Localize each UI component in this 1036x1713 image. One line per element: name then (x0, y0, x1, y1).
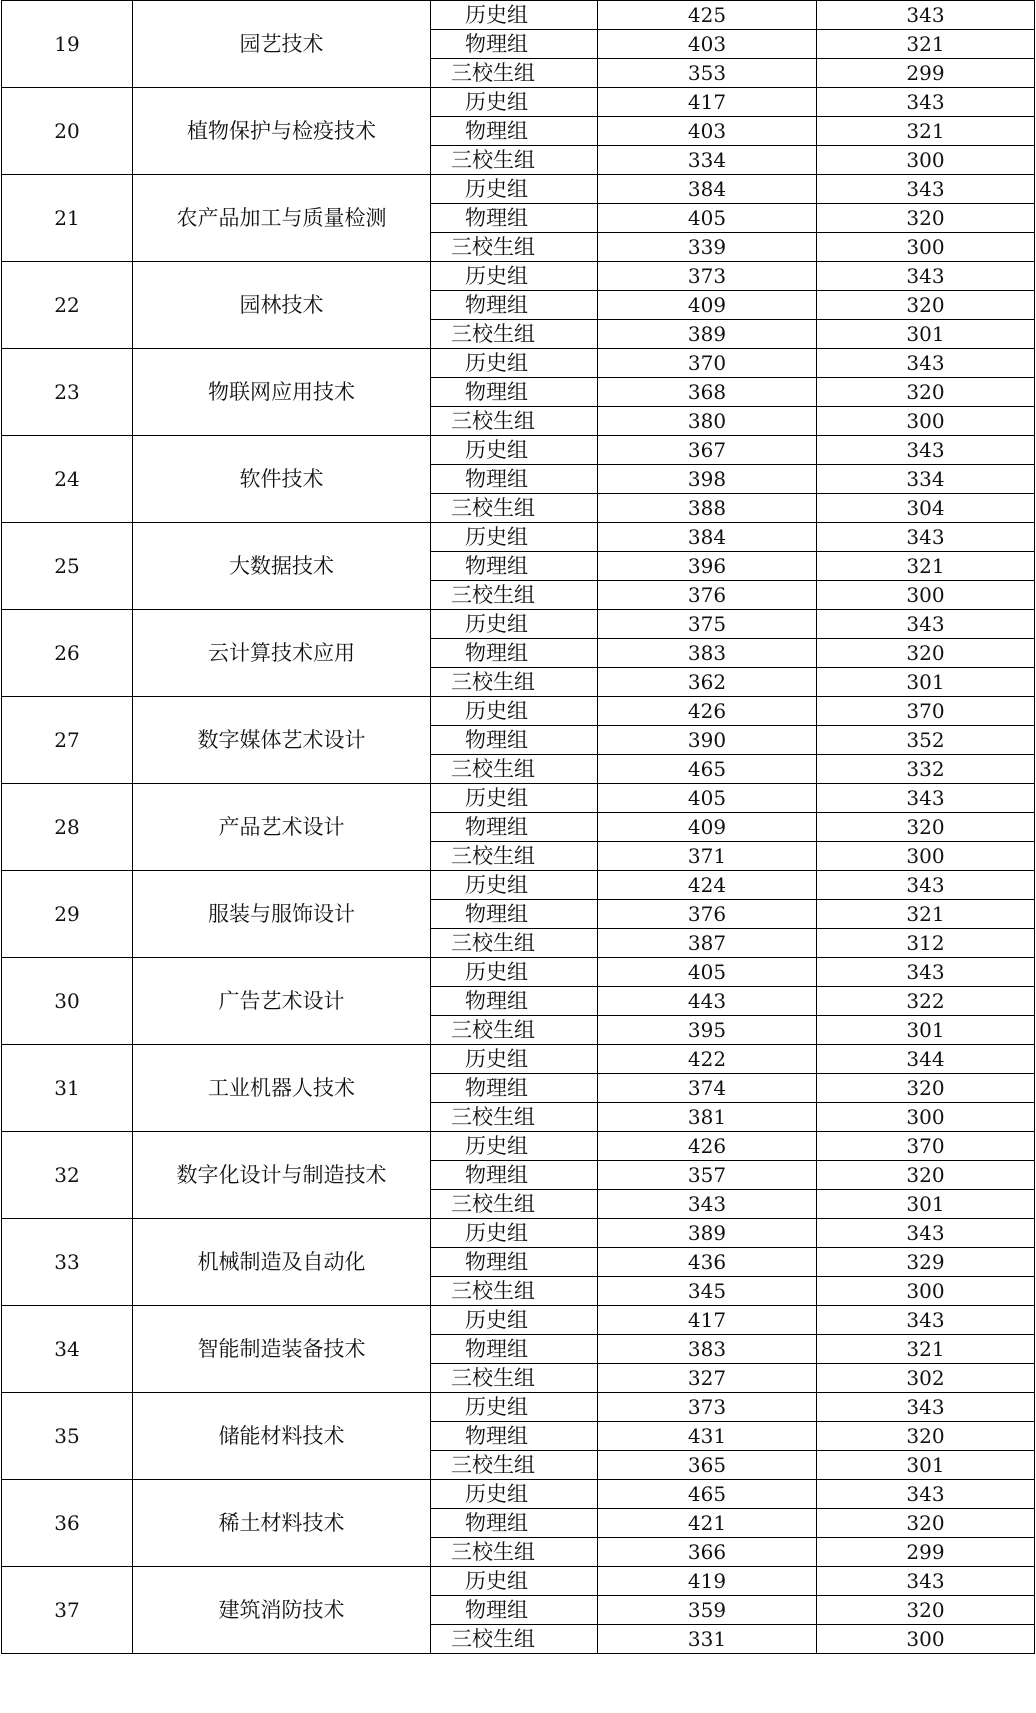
score-cell-b: 321 (817, 1335, 1035, 1364)
score-cell-b: 321 (817, 117, 1035, 146)
major-name-cell: 植物保护与检疫技术 (133, 88, 431, 175)
group-cell: 物理组 (431, 117, 598, 146)
group-cell: 三校生组 (431, 581, 598, 610)
score-cell-a: 405 (598, 958, 817, 987)
score-cell-b: 300 (817, 581, 1035, 610)
score-cell-b: 301 (817, 668, 1035, 697)
score-cell-a: 343 (598, 1190, 817, 1219)
group-cell: 历史组 (431, 871, 598, 900)
group-cell: 三校生组 (431, 494, 598, 523)
major-name-cell: 物联网应用技术 (133, 349, 431, 436)
score-cell-a: 359 (598, 1596, 817, 1625)
group-cell: 物理组 (431, 1248, 598, 1277)
score-cell-b: 370 (817, 697, 1035, 726)
group-cell: 物理组 (431, 291, 598, 320)
group-cell: 三校生组 (431, 668, 598, 697)
group-cell: 物理组 (431, 378, 598, 407)
score-cell-b: 300 (817, 407, 1035, 436)
score-cell-a: 390 (598, 726, 817, 755)
score-cell-a: 370 (598, 349, 817, 378)
score-cell-b: 343 (817, 1, 1035, 30)
score-cell-a: 395 (598, 1016, 817, 1045)
score-cell-b: 343 (817, 610, 1035, 639)
group-cell: 三校生组 (431, 1016, 598, 1045)
group-cell: 三校生组 (431, 755, 598, 784)
group-cell: 历史组 (431, 784, 598, 813)
group-cell: 三校生组 (431, 320, 598, 349)
score-cell-a: 419 (598, 1567, 817, 1596)
group-cell: 三校生组 (431, 233, 598, 262)
group-cell: 三校生组 (431, 1190, 598, 1219)
major-number-cell: 21 (2, 175, 133, 262)
score-cell-a: 426 (598, 1132, 817, 1161)
major-name-cell: 产品艺术设计 (133, 784, 431, 871)
table-row (2, 523, 1035, 552)
score-cell-b: 302 (817, 1364, 1035, 1393)
group-cell: 历史组 (431, 1567, 598, 1596)
table-row (2, 958, 1035, 987)
score-cell-a: 381 (598, 1103, 817, 1132)
group-cell: 物理组 (431, 726, 598, 755)
table-row (2, 1567, 1035, 1596)
major-number-cell: 22 (2, 262, 133, 349)
major-name-cell: 农产品加工与质量检测 (133, 175, 431, 262)
score-cell-a: 403 (598, 30, 817, 59)
major-number-cell: 19 (2, 1, 133, 88)
score-cell-b: 343 (817, 958, 1035, 987)
table-row (2, 262, 1035, 291)
score-cell-b: 332 (817, 755, 1035, 784)
score-cell-b: 320 (817, 1509, 1035, 1538)
group-cell: 历史组 (431, 1480, 598, 1509)
group-cell: 三校生组 (431, 1103, 598, 1132)
major-number-cell: 34 (2, 1306, 133, 1393)
score-cell-b: 321 (817, 30, 1035, 59)
group-cell: 物理组 (431, 987, 598, 1016)
group-cell: 历史组 (431, 1132, 598, 1161)
table-row (2, 349, 1035, 378)
score-cell-b: 300 (817, 1277, 1035, 1306)
group-cell: 历史组 (431, 436, 598, 465)
score-cell-b: 343 (817, 1480, 1035, 1509)
table-row (2, 1132, 1035, 1161)
score-cell-b: 301 (817, 1451, 1035, 1480)
score-cell-a: 389 (598, 1219, 817, 1248)
major-name-cell: 云计算技术应用 (133, 610, 431, 697)
score-cell-a: 422 (598, 1045, 817, 1074)
score-cell-b: 312 (817, 929, 1035, 958)
major-name-cell: 建筑消防技术 (133, 1567, 431, 1654)
score-cell-b: 320 (817, 378, 1035, 407)
score-cell-a: 376 (598, 581, 817, 610)
major-name-cell: 园林技术 (133, 262, 431, 349)
major-number-cell: 23 (2, 349, 133, 436)
major-name-cell: 数字媒体艺术设计 (133, 697, 431, 784)
score-cell-a: 357 (598, 1161, 817, 1190)
group-cell: 历史组 (431, 1219, 598, 1248)
score-cell-a: 375 (598, 610, 817, 639)
table-row (2, 88, 1035, 117)
score-cell-b: 320 (817, 639, 1035, 668)
major-number-cell: 28 (2, 784, 133, 871)
group-cell: 历史组 (431, 175, 598, 204)
score-cell-a: 396 (598, 552, 817, 581)
score-cell-a: 334 (598, 146, 817, 175)
major-name-cell: 服装与服饰设计 (133, 871, 431, 958)
score-cell-b: 300 (817, 146, 1035, 175)
score-cell-b: 301 (817, 320, 1035, 349)
score-cell-a: 373 (598, 1393, 817, 1422)
score-cell-a: 443 (598, 987, 817, 1016)
score-cell-b: 300 (817, 842, 1035, 871)
major-number-cell: 24 (2, 436, 133, 523)
group-cell: 物理组 (431, 1074, 598, 1103)
score-cell-a: 387 (598, 929, 817, 958)
score-cell-a: 405 (598, 204, 817, 233)
score-cell-a: 383 (598, 1335, 817, 1364)
group-cell: 物理组 (431, 204, 598, 233)
score-cell-a: 388 (598, 494, 817, 523)
score-cell-b: 320 (817, 204, 1035, 233)
major-name-cell: 广告艺术设计 (133, 958, 431, 1045)
score-cell-b: 343 (817, 1306, 1035, 1335)
major-number-cell: 29 (2, 871, 133, 958)
group-cell: 物理组 (431, 1596, 598, 1625)
score-cell-b: 343 (817, 1567, 1035, 1596)
table-row (2, 1045, 1035, 1074)
score-cell-b: 320 (817, 1161, 1035, 1190)
score-cell-a: 426 (598, 697, 817, 726)
table-row (2, 1480, 1035, 1509)
group-cell: 三校生组 (431, 1277, 598, 1306)
score-cell-b: 300 (817, 233, 1035, 262)
score-cell-a: 380 (598, 407, 817, 436)
score-cell-a: 368 (598, 378, 817, 407)
score-cell-b: 320 (817, 813, 1035, 842)
major-name-cell: 园艺技术 (133, 1, 431, 88)
group-cell: 历史组 (431, 349, 598, 378)
major-name-cell: 储能材料技术 (133, 1393, 431, 1480)
table-row (2, 1219, 1035, 1248)
score-cell-a: 425 (598, 1, 817, 30)
score-cell-b: 301 (817, 1016, 1035, 1045)
score-cell-a: 362 (598, 668, 817, 697)
score-cell-b: 343 (817, 871, 1035, 900)
table-row (2, 175, 1035, 204)
group-cell: 历史组 (431, 697, 598, 726)
group-cell: 三校生组 (431, 1364, 598, 1393)
score-cell-b: 343 (817, 1219, 1035, 1248)
major-number-cell: 26 (2, 610, 133, 697)
group-cell: 三校生组 (431, 1451, 598, 1480)
score-cell-b: 321 (817, 900, 1035, 929)
score-cell-b: 334 (817, 465, 1035, 494)
score-cell-b: 299 (817, 59, 1035, 88)
score-cell-a: 409 (598, 813, 817, 842)
score-cell-a: 331 (598, 1625, 817, 1654)
score-cell-a: 339 (598, 233, 817, 262)
group-cell: 历史组 (431, 1045, 598, 1074)
score-cell-a: 431 (598, 1422, 817, 1451)
group-cell: 物理组 (431, 639, 598, 668)
table-row (2, 871, 1035, 900)
score-cell-a: 417 (598, 88, 817, 117)
score-cell-b: 304 (817, 494, 1035, 523)
group-cell: 历史组 (431, 262, 598, 291)
score-cell-a: 327 (598, 1364, 817, 1393)
group-cell: 三校生组 (431, 1538, 598, 1567)
major-number-cell: 35 (2, 1393, 133, 1480)
major-number-cell: 20 (2, 88, 133, 175)
major-number-cell: 37 (2, 1567, 133, 1654)
score-cell-a: 383 (598, 639, 817, 668)
group-cell: 物理组 (431, 1335, 598, 1364)
score-cell-a: 367 (598, 436, 817, 465)
score-cell-a: 421 (598, 1509, 817, 1538)
table-row (2, 697, 1035, 726)
major-number-cell: 31 (2, 1045, 133, 1132)
table-row (2, 436, 1035, 465)
group-cell: 三校生组 (431, 59, 598, 88)
score-cell-a: 465 (598, 755, 817, 784)
score-cell-b: 343 (817, 784, 1035, 813)
major-number-cell: 27 (2, 697, 133, 784)
score-cell-b: 320 (817, 1596, 1035, 1625)
group-cell: 三校生组 (431, 1625, 598, 1654)
score-cell-a: 373 (598, 262, 817, 291)
major-name-cell: 稀土材料技术 (133, 1480, 431, 1567)
group-cell: 物理组 (431, 813, 598, 842)
score-cell-a: 371 (598, 842, 817, 871)
score-cell-b: 300 (817, 1103, 1035, 1132)
score-cell-a: 398 (598, 465, 817, 494)
score-cell-b: 320 (817, 1422, 1035, 1451)
score-cell-b: 320 (817, 291, 1035, 320)
major-number-cell: 30 (2, 958, 133, 1045)
score-cell-a: 345 (598, 1277, 817, 1306)
major-name-cell: 数字化设计与制造技术 (133, 1132, 431, 1219)
score-cell-a: 405 (598, 784, 817, 813)
score-cell-b: 343 (817, 1393, 1035, 1422)
group-cell: 历史组 (431, 1306, 598, 1335)
group-cell: 三校生组 (431, 842, 598, 871)
score-cell-a: 389 (598, 320, 817, 349)
score-cell-a: 436 (598, 1248, 817, 1277)
score-cell-a: 365 (598, 1451, 817, 1480)
table-row (2, 784, 1035, 813)
table-row (2, 1393, 1035, 1422)
table-row (2, 1, 1035, 30)
major-name-cell: 机械制造及自动化 (133, 1219, 431, 1306)
score-cell-a: 353 (598, 59, 817, 88)
group-cell: 物理组 (431, 900, 598, 929)
score-cell-b: 344 (817, 1045, 1035, 1074)
score-cell-b: 370 (817, 1132, 1035, 1161)
score-cell-a: 403 (598, 117, 817, 146)
group-cell: 历史组 (431, 610, 598, 639)
major-name-cell: 工业机器人技术 (133, 1045, 431, 1132)
group-cell: 三校生组 (431, 146, 598, 175)
score-cell-b: 343 (817, 523, 1035, 552)
score-cell-b: 299 (817, 1538, 1035, 1567)
major-number-cell: 25 (2, 523, 133, 610)
score-cell-b: 329 (817, 1248, 1035, 1277)
score-cell-b: 343 (817, 436, 1035, 465)
score-cell-b: 343 (817, 262, 1035, 291)
group-cell: 物理组 (431, 465, 598, 494)
table-body (2, 1, 1035, 1654)
major-name-cell: 大数据技术 (133, 523, 431, 610)
group-cell: 物理组 (431, 30, 598, 59)
score-cell-a: 384 (598, 523, 817, 552)
group-cell: 历史组 (431, 1, 598, 30)
group-cell: 物理组 (431, 1422, 598, 1451)
score-cell-b: 320 (817, 1074, 1035, 1103)
group-cell: 物理组 (431, 552, 598, 581)
group-cell: 物理组 (431, 1509, 598, 1538)
score-cell-a: 424 (598, 871, 817, 900)
score-cell-a: 384 (598, 175, 817, 204)
major-number-cell: 32 (2, 1132, 133, 1219)
table-row (2, 1306, 1035, 1335)
group-cell: 物理组 (431, 1161, 598, 1190)
score-table (1, 0, 1035, 1654)
score-cell-a: 366 (598, 1538, 817, 1567)
score-cell-b: 343 (817, 88, 1035, 117)
score-cell-a: 409 (598, 291, 817, 320)
score-cell-a: 374 (598, 1074, 817, 1103)
score-cell-a: 417 (598, 1306, 817, 1335)
major-name-cell: 智能制造装备技术 (133, 1306, 431, 1393)
group-cell: 历史组 (431, 523, 598, 552)
score-cell-b: 301 (817, 1190, 1035, 1219)
major-number-cell: 33 (2, 1219, 133, 1306)
score-cell-a: 465 (598, 1480, 817, 1509)
group-cell: 历史组 (431, 1393, 598, 1422)
major-name-cell: 软件技术 (133, 436, 431, 523)
score-cell-a: 376 (598, 900, 817, 929)
score-cell-b: 343 (817, 175, 1035, 204)
score-cell-b: 352 (817, 726, 1035, 755)
score-cell-b: 343 (817, 349, 1035, 378)
score-cell-b: 322 (817, 987, 1035, 1016)
group-cell: 三校生组 (431, 407, 598, 436)
table-row (2, 610, 1035, 639)
group-cell: 历史组 (431, 958, 598, 987)
major-number-cell: 36 (2, 1480, 133, 1567)
score-cell-b: 321 (817, 552, 1035, 581)
group-cell: 历史组 (431, 88, 598, 117)
score-cell-b: 300 (817, 1625, 1035, 1654)
group-cell: 三校生组 (431, 929, 598, 958)
